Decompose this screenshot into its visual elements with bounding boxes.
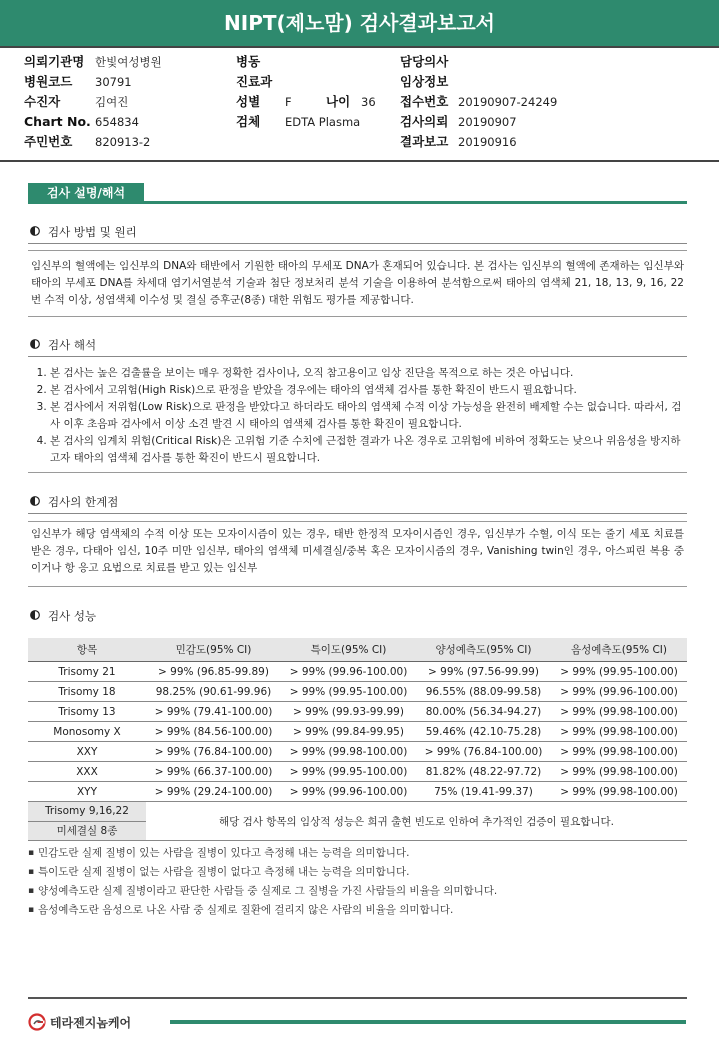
clinical-label: 임상정보 [400,74,449,89]
cell-specificity: > 99% (99.96-100.00) [281,662,416,682]
interpretation-item: 4. 본 검사의 임계치 위험(Critical Risk)은 고위험 기준 수치에 근접한 결과가 나온 경우로 고위험에 비하여 정확도는 낮으나 위음성을 방지하고자 태아의 염색체 검사를 통한 확진이 반드시 필요합니다. [50,433,687,467]
table-row [28,782,687,802]
sampler-label: 수진자 [24,94,61,109]
cell-item: XXX [28,762,146,782]
cell-npv: > 99% (99.95-100.00) [551,662,687,682]
table-row [28,762,687,782]
company-name: 테라젠지놈케어 [50,1016,132,1030]
dept-label: 진료과 [236,74,273,89]
limitation-heading [28,492,687,512]
table-row [28,682,687,702]
footer-rule [28,997,687,999]
doctor-label: 담당의사 [400,54,449,69]
limitation-bottom-rule [28,586,687,587]
patient-info [0,52,719,152]
col-header-sensitivity: 민감도(95% CI) [146,638,281,662]
note-item: ▪ 음성예측도란 음성으로 나온 사람 중 실제로 질환에 걸리지 않은 사람의 비율을 의미합니다. [28,901,687,920]
performance-heading [28,606,687,626]
report-title: NIPT(제노맘) 검사결과보고서 [0,0,719,46]
rare-note: 해당 검사 항목의 임상적 성능은 희귀 출현 빈도로 인하여 추가적인 검증이 필요합니다. [146,802,687,841]
limitation-text [28,526,687,577]
col-header-item: 항목 [28,638,146,662]
cell-sensitivity: > 99% (29.24-100.00) [146,782,281,802]
method-heading-rule [28,243,687,244]
interpretation-item: 2. 본 검사에서 고위험(High Risk)으로 판정을 받았을 경우에는 태아의 염색체 검사를 통한 확진이 반드시 필요합니다. [50,382,687,399]
half-circle-icon [30,226,40,236]
cell-ppv: 81.82% (48.22-97.72) [416,762,551,782]
age-value: 36 [361,95,376,109]
section-rule [28,201,687,204]
method-text [28,258,687,309]
age-label: 나이 [326,94,351,109]
cell-ppv: > 99% (76.84-100.00) [416,742,551,762]
request-label: 검사의뢰 [400,114,449,129]
performance-heading-text: 검사 성능 [48,609,97,623]
info-row-5 [0,132,719,152]
half-circle-icon [30,610,40,620]
receipt-value: 20190907-24249 [458,95,558,109]
cell-specificity: > 99% (99.95-100.00) [281,762,416,782]
cell-specificity: > 99% (99.96-100.00) [281,782,416,802]
cell-specificity: > 99% (99.84-99.95) [281,722,416,742]
table-row [28,742,687,762]
method-heading [28,222,687,242]
cell-sensitivity: > 99% (79.41-100.00) [146,702,281,722]
id-label: 주민번호 [24,134,73,149]
info-row-4 [0,112,719,132]
cell-sensitivity: > 99% (84.56-100.00) [146,722,281,742]
cell-item: Trisomy 13 [28,702,146,722]
receipt-label: 접수번호 [400,94,449,109]
cell-npv: > 99% (99.98-100.00) [551,762,687,782]
specimen-label: 검체 [236,114,261,129]
interpretation-list [28,365,687,467]
cell-item: Monosomy X [28,722,146,742]
limitation-heading-text: 검사의 한계점 [48,495,119,509]
col-header-specificity: 특이도(95% CI) [281,638,416,662]
interpretation-heading [28,335,687,355]
limitation-top-rule [28,521,687,522]
table-row [28,702,687,722]
ward-label: 병동 [236,54,261,69]
request-value: 20190907 [458,115,517,129]
half-circle-icon [30,339,40,349]
rare-item-bottom: 미세결실 8종 [56,825,118,837]
sex-label: 성별 [236,94,261,109]
specimen-value: EDTA Plasma [285,115,361,129]
col-header-ppv: 양성예측도(95% CI) [416,638,551,662]
col-header-npv: 음성예측도(95% CI) [551,638,687,662]
method-text-body: 임신부의 혈액에는 임신부의 DNA와 태반에서 기원한 태아의 무세포 DNA가 혼재되어 있습니다. 본 검사는 임신부의 혈액에 존재하는 임신부와 태아의 무세포 DNA를 차세대 염기서열분석 기술과 첨단 정보처리 분석 기술을 이용하여 분석함으로써 태아의 염색체 21, 18, 13, 9, 16, 22번 수적 이상, 성염색체 이수성 및 결실 증후군(8종) 대한 위험도 평가를 제공합니다. [31,260,684,306]
interpretation-item: 3. 본 검사에서 저위험(Low Risk)으로 판정을 받았다고 하더라도 태아의 염색체 수적 이상 가능성을 완전히 배제할 수는 없습니다. 따라서, 검사 이후 초음파 검사에서 이상 소견 발견 시 태아의 염색체 검사를 통한 확진이 필요합니다. [50,399,687,433]
cell-npv: > 99% (99.98-100.00) [551,782,687,802]
cell-npv: > 99% (99.98-100.00) [551,742,687,762]
cell-sensitivity: > 99% (76.84-100.00) [146,742,281,762]
info-row-1 [0,52,719,72]
note-item: ▪ 특이도란 실제 질병이 없는 사람을 질병이 없다고 측정해 내는 능력을 의미합니다. [28,863,687,882]
performance-table [28,638,687,841]
chart-no-label: Chart No. [24,114,91,129]
cell-specificity: > 99% (99.95-100.00) [281,682,416,702]
info-row-2 [0,72,719,92]
cell-ppv: 80.00% (56.34-94.27) [416,702,551,722]
header-bottom-rule [0,160,719,162]
note-item: ▪ 양성예측도란 실제 질병이라고 판단한 사람들 중 실제로 그 질병을 가진 사람들의 비율을 의미합니다. [28,882,687,901]
sex-value: F [285,95,292,109]
cell-item: XXY [28,742,146,762]
cell-sensitivity: > 99% (96.85-99.89) [146,662,281,682]
cell-specificity: > 99% (99.98-100.00) [281,742,416,762]
hospital-code-value: 30791 [95,75,132,89]
institution-label: 의뢰기관명 [24,54,85,69]
interpretation-heading-rule [28,356,687,357]
cell-sensitivity: > 99% (66.37-100.00) [146,762,281,782]
sampler-value: 김여진 [95,95,129,109]
method-bottom-rule [28,316,687,317]
table-row-rare [28,802,687,841]
limitation-heading-rule [28,513,687,514]
cell-npv: > 99% (99.98-100.00) [551,702,687,722]
cell-item: XYY [28,782,146,802]
company-logo [28,1012,168,1032]
id-value: 820913-2 [95,135,151,149]
cell-npv: > 99% (99.96-100.00) [551,682,687,702]
cell-item: Trisomy 21 [28,662,146,682]
report-value: 20190916 [458,135,517,149]
cell-item-rare [28,802,146,841]
chart-no-value: 654834 [95,115,139,129]
method-heading-text: 검사 방법 및 원리 [48,225,137,239]
interpretation-heading-text: 검사 해석 [48,338,97,352]
header-top-rule [0,46,719,48]
cell-ppv: 96.55% (88.09-99.58) [416,682,551,702]
interpretation-bottom-rule [28,472,687,473]
cell-item: Trisomy 18 [28,682,146,702]
table-row [28,662,687,682]
table-row [28,722,687,742]
cell-specificity: > 99% (99.93-99.99) [281,702,416,722]
rare-item-top: Trisomy 9,16,22 [28,802,146,822]
method-top-rule [28,250,687,251]
footer-accent-bar [170,1020,686,1024]
report-label: 결과보고 [400,134,449,149]
limitation-text-body: 임신부가 해당 염색체의 수적 이상 또는 모자이시즘이 있는 경우, 태반 한정적 모자이시즘인 경우, 임신부가 수혈, 이식 또는 줄기 세포 치료를 받은 경우, 다태아 임신, 10주 미만 임신부, 태아의 염색체 미세결실/중복 혹은 모자이시즘의 경우, Vanishing twin인 경우, 아스피린 복용 중이거나 항 응고 요법으로 치료를 받고 있는 임신부 [31,528,684,574]
cell-ppv: > 99% (97.56-99.99) [416,662,551,682]
interpretation-item: 1. 본 검사는 높은 검출률을 보이는 매우 정확한 검사이나, 오직 참고용이고 임상 진단을 목적으로 하는 것은 아닙니다. [50,365,687,382]
info-row-3 [0,92,719,112]
hospital-code-label: 병원코드 [24,74,73,89]
half-circle-icon [30,496,40,506]
company-logo-icon [28,1013,46,1031]
institution-value: 한빛여성병원 [95,55,162,69]
table-header-row [28,638,687,662]
cell-sensitivity: 98.25% (90.61-99.96) [146,682,281,702]
section-tab: 검사 설명/해석 [28,183,144,203]
cell-npv: > 99% (99.98-100.00) [551,722,687,742]
definition-notes [28,844,687,920]
cell-ppv: 75% (19.41-99.37) [416,782,551,802]
note-item: ▪ 민감도란 실제 질병이 있는 사람을 질병이 있다고 측정해 내는 능력을 의미합니다. [28,844,687,863]
cell-ppv: 59.46% (42.10-75.28) [416,722,551,742]
